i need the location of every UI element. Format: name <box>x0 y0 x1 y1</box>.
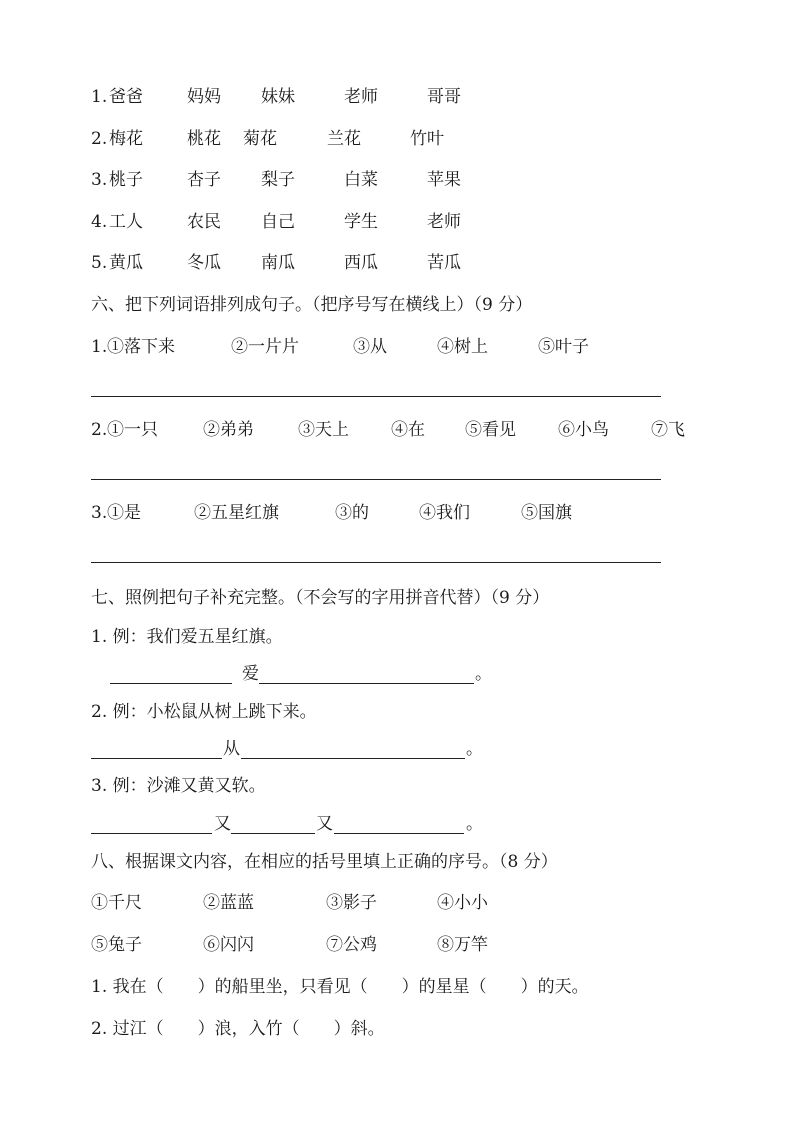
option: ③影子 <box>326 893 377 913</box>
word-option: ④我们 <box>419 503 470 523</box>
word-option: ⑤看见 <box>465 420 516 440</box>
word: 哥哥 <box>427 87 461 107</box>
word: 农民 <box>187 212 221 232</box>
item-number: 3. <box>91 503 108 523</box>
option: ⑤兔子 <box>91 935 142 955</box>
word-option: ③从 <box>353 337 387 357</box>
word: 兰花 <box>327 129 361 149</box>
example-sentence: 1. 例：我们爱五星红旗。 <box>91 627 283 647</box>
word: 妹妹 <box>261 87 295 107</box>
connector-word: 又 <box>214 814 231 834</box>
section-heading: 七、照例把句子补充完整。（不会写的字用拼音代替）（9 分） <box>91 588 550 608</box>
example-sentence: 3. 例：沙滩又黄又软。 <box>91 776 266 796</box>
blank[interactable] <box>259 683 474 684</box>
word: 梨子 <box>261 170 295 190</box>
blank[interactable] <box>91 833 212 834</box>
blank[interactable] <box>334 833 464 834</box>
word-option: ①落下来 <box>107 337 175 357</box>
word: 学生 <box>344 212 378 232</box>
word-option: ①一只 <box>107 420 158 440</box>
section-heading: 六、把下列词语排列成句子。（把序号写在横线上）（9 分） <box>91 295 533 315</box>
group-number: 5. <box>91 253 108 273</box>
word: 白菜 <box>344 170 378 190</box>
answer-line[interactable] <box>91 396 661 397</box>
option: ⑧万竿 <box>437 935 488 955</box>
word: 南瓜 <box>261 253 295 273</box>
word-option: ③天上 <box>298 420 349 440</box>
option: ⑥闪闪 <box>203 935 254 955</box>
period: 。 <box>475 664 492 684</box>
section-heading: 八、根据课文内容，在相应的括号里填上正确的序号。（8 分） <box>91 852 558 872</box>
answer-line[interactable] <box>91 479 661 480</box>
word: 爸爸 <box>109 87 143 107</box>
word: 杏子 <box>187 170 221 190</box>
word: 西瓜 <box>344 253 378 273</box>
word-option: ⑥小鸟 <box>558 420 609 440</box>
option: ⑦公鸡 <box>326 935 377 955</box>
word-option: ③的 <box>335 503 369 523</box>
word: 菊花 <box>243 129 277 149</box>
word: 老师 <box>427 212 461 232</box>
group-number: 1. <box>91 87 108 107</box>
word-option: ④树上 <box>437 337 488 357</box>
word-option: ①是 <box>107 503 141 523</box>
word-option: ②弟弟 <box>203 420 254 440</box>
word: 妈妈 <box>187 87 221 107</box>
word: 自己 <box>261 212 295 232</box>
word: 苹果 <box>427 170 461 190</box>
word-option: ②一片片 <box>231 337 299 357</box>
option: ④小小 <box>437 893 488 913</box>
connector-word: 从 <box>223 739 240 759</box>
word-option: ④在 <box>391 420 425 440</box>
word: 桃子 <box>109 170 143 190</box>
example-sentence: 2. 例：小松鼠从树上跳下来。 <box>91 702 317 722</box>
word-option: ⑤叶子 <box>538 337 589 357</box>
period: 。 <box>466 814 483 834</box>
blank[interactable] <box>231 833 315 834</box>
word: 竹叶 <box>410 129 444 149</box>
connector-word: 爱 <box>242 664 259 684</box>
period: 。 <box>466 739 483 759</box>
word: 苦瓜 <box>427 253 461 273</box>
word: 梅花 <box>109 129 143 149</box>
option: ②蓝蓝 <box>203 893 254 913</box>
blank[interactable] <box>241 758 465 759</box>
word: 老师 <box>344 87 378 107</box>
word: 桃花 <box>187 129 221 149</box>
fill-in-question: 2. 过江（ ）浪，入竹（ ）斜。 <box>91 1019 385 1039</box>
fill-in-question: 1. 我在（ ）的船里坐，只看见（ ）的星星（ ）的天。 <box>91 977 589 997</box>
answer-line[interactable] <box>91 562 661 563</box>
word: 工人 <box>109 212 143 232</box>
connector-word: 又 <box>316 814 333 834</box>
word: 冬瓜 <box>187 253 221 273</box>
option: ①千尺 <box>91 893 142 913</box>
item-number: 1. <box>91 337 108 357</box>
word-option: ⑦飞 <box>651 420 685 440</box>
word-option: ②五星红旗 <box>194 503 279 523</box>
word: 黄瓜 <box>109 253 143 273</box>
item-number: 2. <box>91 420 108 440</box>
blank[interactable] <box>91 758 222 759</box>
group-number: 4. <box>91 212 108 232</box>
blank[interactable] <box>110 683 232 684</box>
group-number: 2. <box>91 129 108 149</box>
group-number: 3. <box>91 170 108 190</box>
word-option: ⑤国旗 <box>521 503 572 523</box>
